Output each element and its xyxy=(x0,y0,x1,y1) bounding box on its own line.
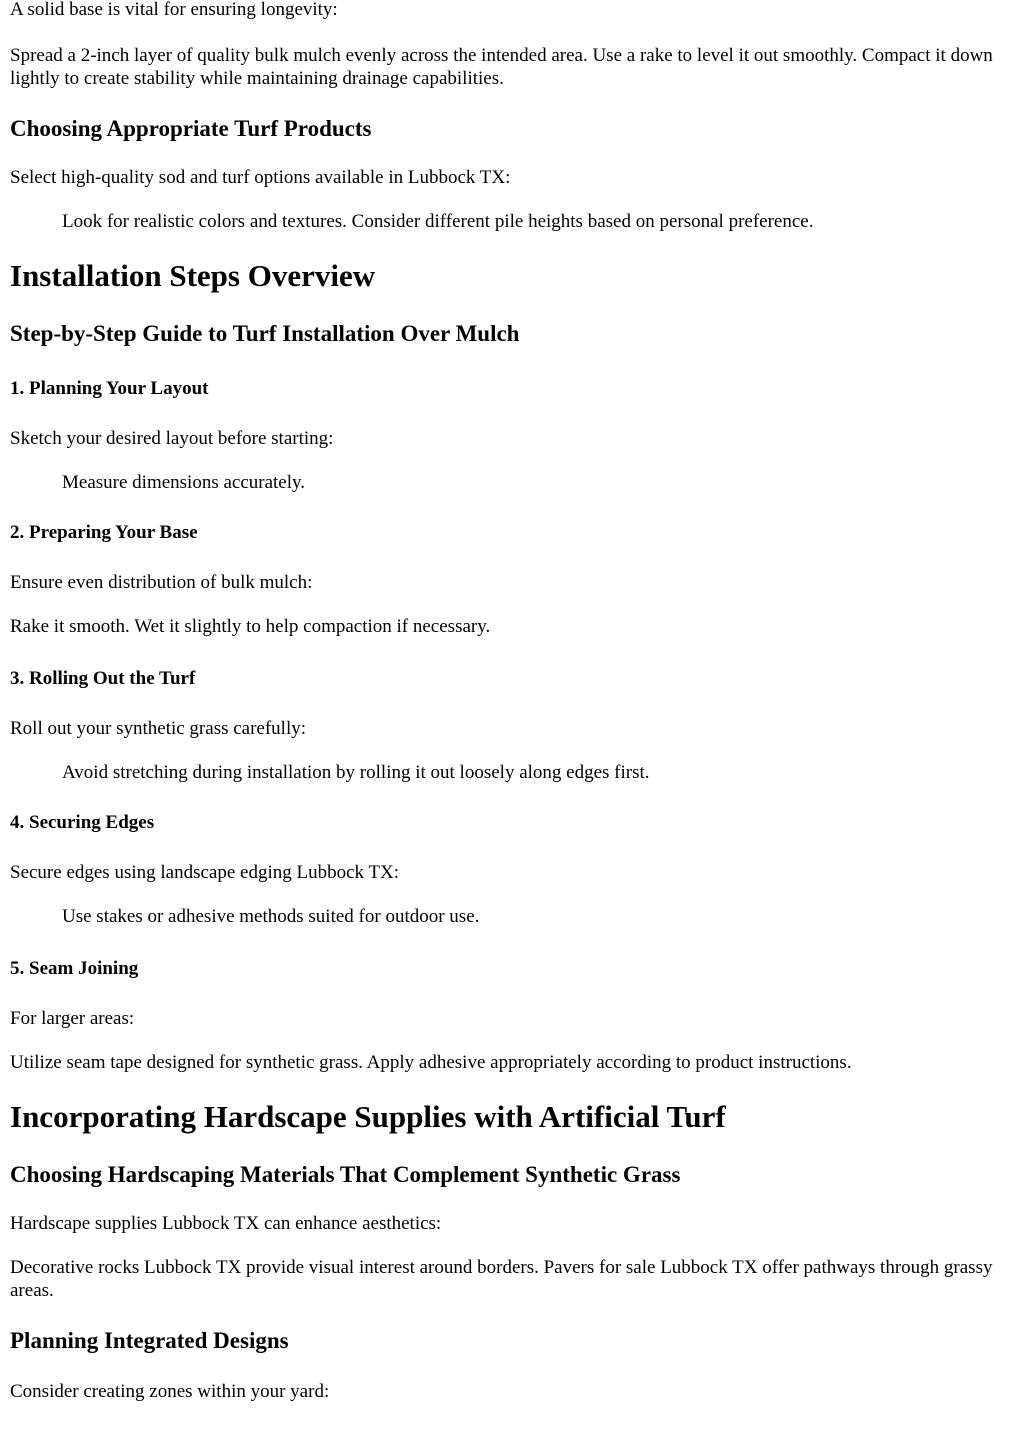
heading-incorporating-hardscape: Incorporating Hardscape Supplies with Artificial Turf xyxy=(10,1099,726,1134)
heading-planning-integrated-designs: Planning Integrated Designs xyxy=(10,1328,289,1353)
paragraph-rake-smooth: Rake it smooth. Wet it slightly to help compaction if necessary. xyxy=(10,616,491,637)
heading-choosing-hardscaping-materials: Choosing Hardscaping Materials That Complement Synthetic Grass xyxy=(10,1162,681,1187)
heading-preparing-base: 2. Preparing Your Base xyxy=(10,522,198,543)
paragraph-ensure-distribution: Ensure even distribution of bulk mulch: xyxy=(10,572,313,593)
heading-choosing-turf-products: Choosing Appropriate Turf Products xyxy=(10,116,372,141)
paragraph-sketch-layout: Sketch your desired layout before starting: xyxy=(10,428,334,449)
heading-seam-joining: 5. Seam Joining xyxy=(10,958,139,979)
paragraph-measure-dimensions: Measure dimensions accurately. xyxy=(62,472,306,493)
paragraph-decorative-rocks: Decorative rocks Lubbock TX provide visual interest around borders. Pavers for sale Lubbock TX offer pathways through grassy areas. xyxy=(10,1257,993,1301)
paragraph-consider-zones: Consider creating zones within your yard: xyxy=(10,1381,330,1402)
paragraph-secure-edges: Secure edges using landscape edging Lubbock TX: xyxy=(10,862,400,883)
paragraph-solid-base: A solid base is vital for ensuring longevity: xyxy=(10,0,338,20)
paragraph-use-stakes: Use stakes or adhesive methods suited for outdoor use. xyxy=(62,906,480,927)
heading-step-by-step-guide: Step-by-Step Guide to Turf Installation Over Mulch xyxy=(10,321,520,346)
paragraph-avoid-stretching: Avoid stretching during installation by rolling it out loosely along edges first. xyxy=(62,762,650,783)
paragraph-look-realistic: Look for realistic colors and textures. Consider different pile heights based on personal preference. xyxy=(62,211,814,232)
paragraph-seam-tape: Utilize seam tape designed for synthetic grass. Apply adhesive appropriately according to product instructions. xyxy=(10,1052,852,1073)
heading-installation-steps-overview: Installation Steps Overview xyxy=(10,258,376,293)
paragraph-select-sod: Select high-quality sod and turf options available in Lubbock TX: xyxy=(10,167,511,188)
paragraph-roll-out-grass: Roll out your synthetic grass carefully: xyxy=(10,718,307,739)
paragraph-hardscape-supplies: Hardscape supplies Lubbock TX can enhance aesthetics: xyxy=(10,1213,442,1234)
paragraph-spread-mulch: Spread a 2-inch layer of quality bulk mulch evenly across the intended area. Use a rake to level it out smoothly. Compact it down lightly to create stability while maintaining drainage capabilities. xyxy=(10,45,993,89)
heading-rolling-out-turf: 3. Rolling Out the Turf xyxy=(10,668,196,689)
paragraph-larger-areas: For larger areas: xyxy=(10,1008,135,1029)
heading-planning-layout: 1. Planning Your Layout xyxy=(10,378,209,399)
heading-securing-edges: 4. Securing Edges xyxy=(10,812,155,833)
